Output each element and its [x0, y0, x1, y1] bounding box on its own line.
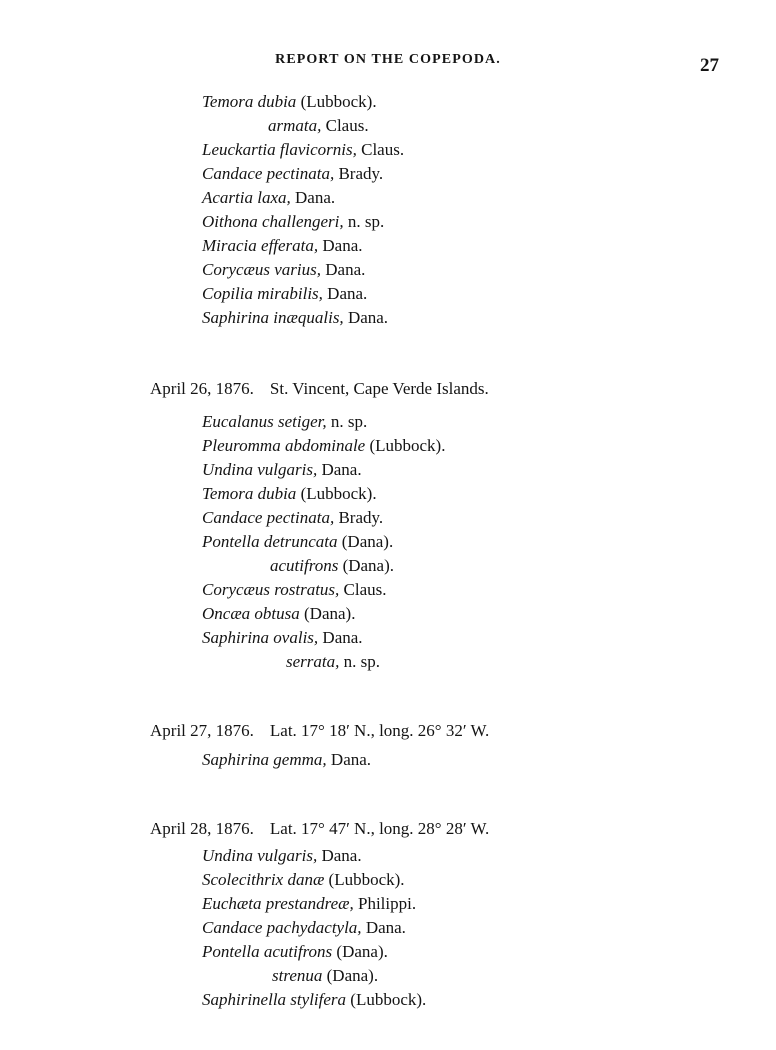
- species-entry: Candace pachydactyla, Dana.: [202, 918, 406, 937]
- species-entry: Corycæus varius, Dana.: [202, 260, 366, 279]
- station-heading: [150, 818, 489, 840]
- species-entry: Scolecithrix danæ (Lubbock).: [202, 870, 405, 889]
- station-date: April 27, 1876.: [150, 721, 254, 740]
- species-entry: Eucalanus setiger, n. sp.: [202, 412, 368, 431]
- species-entry: Temora dubia (Lubbock).: [202, 92, 377, 111]
- species-entry: Corycæus rostratus, Claus.: [202, 580, 387, 599]
- species-entry: Undina vulgaris, Dana.: [202, 846, 362, 865]
- species-entry: Pontella detruncata (Dana).: [202, 532, 394, 551]
- species-entry: Copilia mirabilis, Dana.: [202, 284, 368, 303]
- species-entry: Temora dubia (Lubbock).: [202, 484, 377, 503]
- species-entry: Pleuromma abdominale (Lubbock).: [202, 436, 446, 455]
- species-entry: Saphirina ovalis, Dana.: [202, 628, 363, 647]
- species-entry: Saphirina inæqualis, Dana.: [202, 308, 389, 327]
- species-entry: Saphirina gemma, Dana.: [202, 750, 372, 769]
- species-entry: Undina vulgaris, Dana.: [202, 460, 362, 479]
- species-entry: Saphirinella stylifera (Lubbock).: [202, 990, 427, 1009]
- species-entry: serrata, n. sp.: [286, 652, 380, 671]
- species-entry: Candace pectinata, Brady.: [202, 164, 384, 183]
- station-heading: [150, 720, 489, 742]
- station-location: St. Vincent, Cape Verde Islands.: [269, 379, 489, 398]
- species-entry: Candace pectinata, Brady.: [202, 508, 384, 527]
- species-entry: Leuckartia flavicornis, Claus.: [202, 140, 405, 159]
- station-location: Lat. 17° 47′ N., long. 28° 28′ W.: [269, 819, 490, 838]
- running-title: REPORT ON THE COPEPODA.: [275, 52, 501, 67]
- species-entry: acutifrons (Dana).: [270, 556, 395, 575]
- station-location: Lat. 17° 18′ N., long. 26° 32′ W.: [269, 721, 490, 740]
- station-date: April 28, 1876.: [150, 819, 254, 838]
- species-entry: Miracia efferata, Dana.: [202, 236, 363, 255]
- station-heading: [150, 378, 489, 400]
- species-entry: Oncæa obtusa (Dana).: [202, 604, 356, 623]
- species-entry: Euchæta prestandreæ, Philippi.: [202, 894, 417, 913]
- species-entry: Acartia laxa, Dana.: [202, 188, 336, 207]
- species-entry: strenua (Dana).: [272, 966, 379, 985]
- species-entry: Pontella acutifrons (Dana).: [202, 942, 388, 961]
- species-entry: armata, Claus.: [268, 116, 369, 135]
- page-number: 27: [700, 55, 719, 76]
- species-entry: Oithona challengeri, n. sp.: [202, 212, 385, 231]
- station-date: April 26, 1876.: [150, 379, 254, 398]
